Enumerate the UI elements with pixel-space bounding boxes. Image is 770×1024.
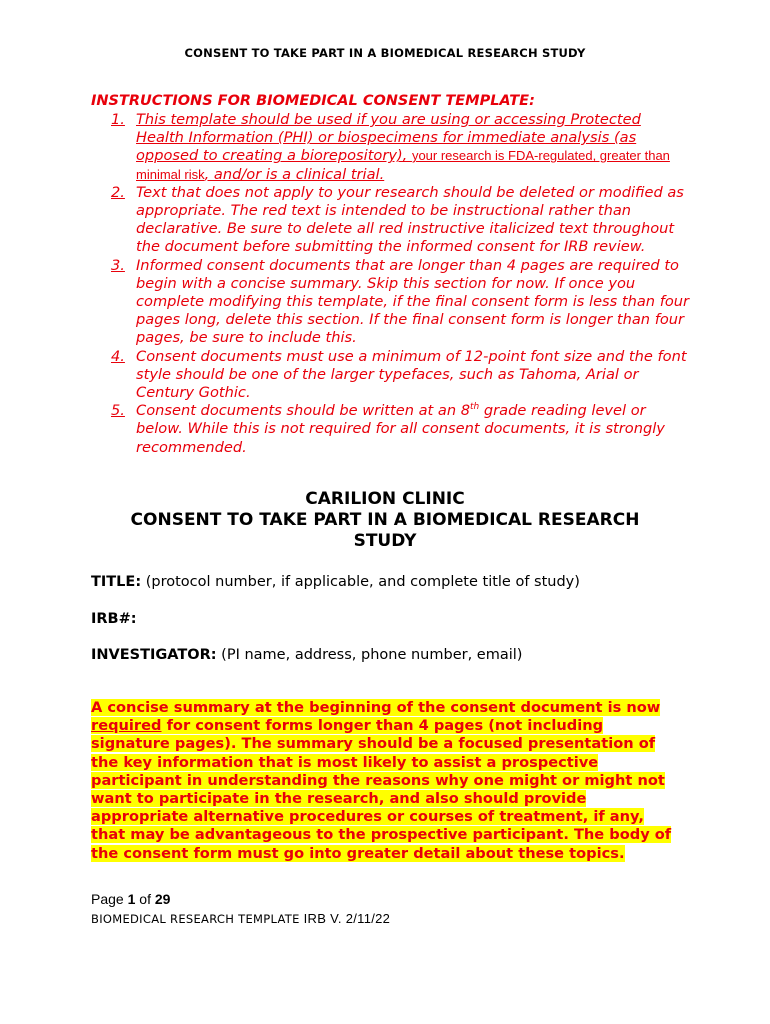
item-number: 1. <box>111 111 125 128</box>
instruction-item-5 <box>111 402 691 457</box>
page-header: CONSENT TO TAKE PART IN A BIOMEDICAL RESEARCH STUDY <box>184 46 586 60</box>
study-title-value: (protocol number, if applicable, and complete title of study) <box>141 574 580 590</box>
item-number: 5. <box>111 402 125 420</box>
document-title-line2: CONSENT TO TAKE PART IN A BIOMEDICAL RESEARCH STUDY <box>130 510 640 551</box>
item-number: 2. <box>111 183 125 201</box>
study-title-field <box>91 574 580 590</box>
item-text: Consent documents must use a minimum of 12-point font size and the font style should be one of the larger typefaces, such as Tahoma, Arial or Century Gothic. <box>136 347 687 402</box>
study-title-label: TITLE: <box>91 574 142 590</box>
item-number: 4. <box>111 347 125 365</box>
document-title <box>0 489 770 552</box>
item-text: Informed consent documents that are longer than 4 pages are required to begin with a concise summary. Skip this section for now. If once you complete modifying this template, if the final consent form is less than four pages long, delete this section. If the final consent form is longer than four pages, be sure to include this. <box>136 256 690 347</box>
item-text: Text that does not apply to your research should be deleted or modified as appropriate. The red text is intended to be instructional rather than declarative. Be sure to delete all red instructive italicized text throughout the document before submitting the informed consent for IRB review. <box>136 183 684 256</box>
page-number: Page 1 of 29 <box>91 891 171 907</box>
irb-label: IRB#: <box>91 611 137 627</box>
instruction-item-3 <box>111 257 691 348</box>
irb-field <box>91 611 137 627</box>
instruction-item-2 <box>111 184 691 257</box>
instruction-item-1 <box>111 111 691 184</box>
investigator-value: (PI name, address, phone number, email) <box>216 647 523 663</box>
investigator-label: INVESTIGATOR: <box>91 647 217 663</box>
instruction-item-4 <box>111 348 691 403</box>
template-version: BIOMEDICAL RESEARCH TEMPLATE IRB V. 2/11/22 <box>91 911 391 926</box>
item-text: This template should be used if you are using or accessing Protected Health Information (PHI) or biospecimens for immediate analysis (as opposed to creating a biorepository), your research is FDA-regulated, greater than minimal risk, and/or is a clinical trial. <box>136 111 670 183</box>
document-title-line1: CARILION CLINIC <box>305 489 465 509</box>
instructions-title: INSTRUCTIONS FOR BIOMEDICAL CONSENT TEMPLATE: <box>91 93 535 109</box>
item-number: 3. <box>111 256 125 274</box>
investigator-field <box>91 647 522 663</box>
instructions-list <box>111 111 691 457</box>
concise-summary-note: A concise summary at the beginning of the consent document is now required for consent forms longer than 4 pages (not including signature pages). The summary should be a focused presentation of the key information that is most likely to assist a prospective participant in understanding the reasons why one might or might not want to participate in the research, and also should provide appropriate alternative procedures or courses of treatment, if any, that may be advantageous to the prospective participant. The body of the consent form must go into greater detail about these topics. <box>91 699 672 862</box>
item-text: Consent documents should be written at an 8th grade reading level or below. While this is not required for all consent documents, it is strongly recommended. <box>136 402 665 456</box>
